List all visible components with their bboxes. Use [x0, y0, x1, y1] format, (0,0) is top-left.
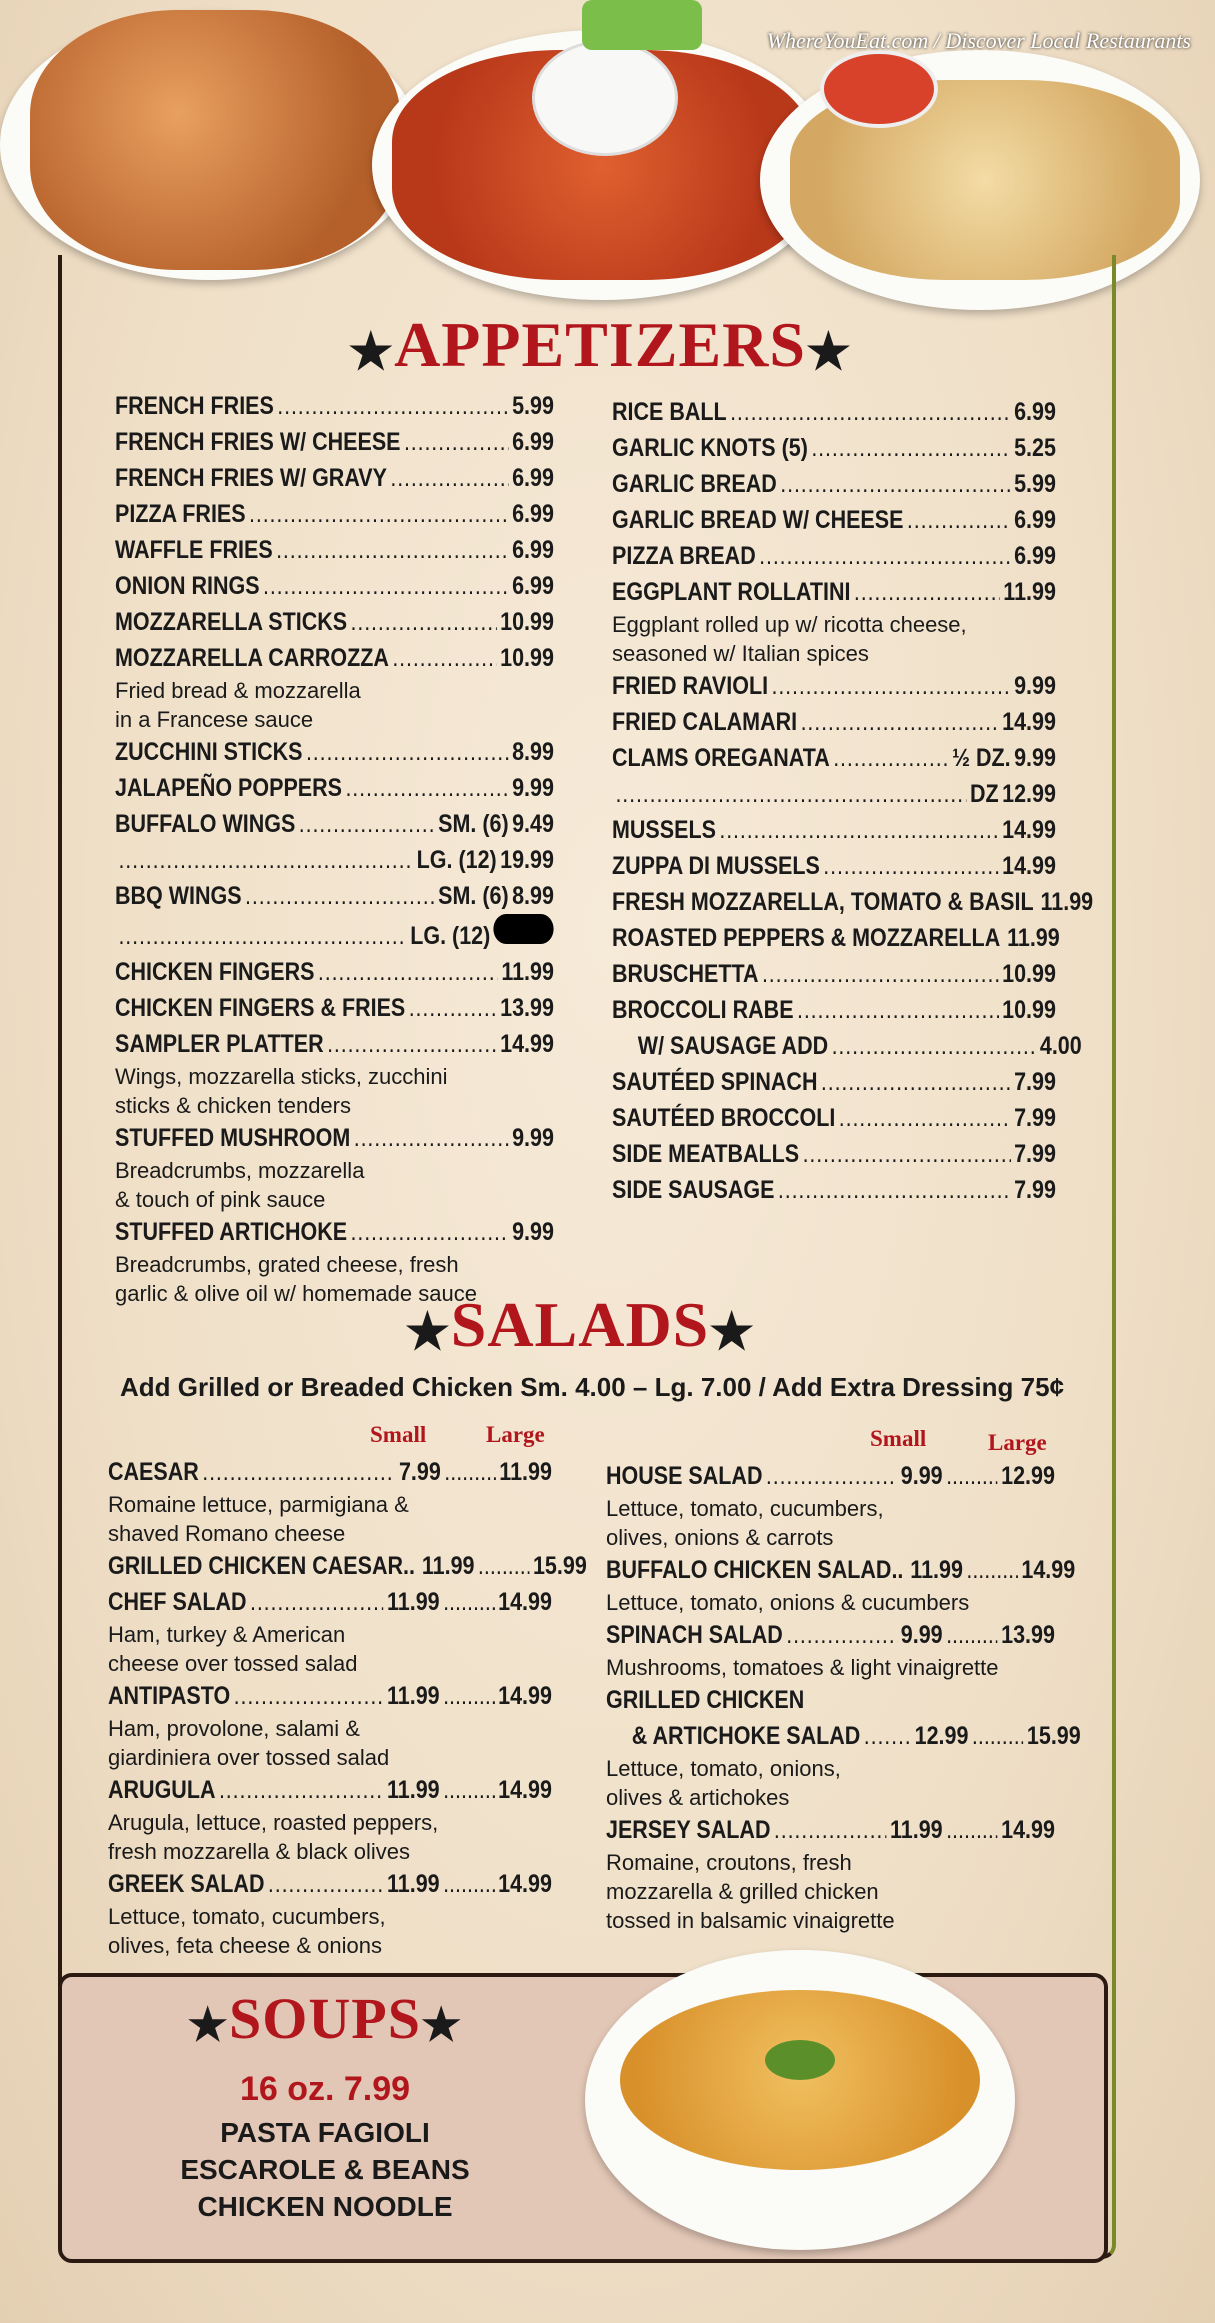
menu-item-size: SM. (6): [438, 882, 509, 910]
menu-item: [612, 466, 1056, 502]
fried-chicken-plate: [0, 10, 420, 280]
menu-item-name: FRIED RAVIOLI: [612, 672, 769, 700]
item-description: olives, onions & carrots: [606, 1525, 834, 1550]
dot-leader: [907, 502, 1011, 538]
salad-item-name: GREEK SALAD: [108, 1870, 265, 1898]
dot-leader: [839, 1100, 1011, 1136]
menu-item-name: ZUPPA DI MUSSELS: [612, 852, 820, 880]
menu-item-price: 11.99: [1003, 578, 1056, 606]
menu-item-name: CHICKEN FINGERS: [115, 958, 315, 986]
item-description: tossed in balsamic vinaigrette: [606, 1908, 895, 1933]
salad-item: [108, 1548, 587, 1584]
salad-large-price: 13.99: [1001, 1621, 1055, 1649]
menu-item-price: 6.99: [512, 572, 554, 600]
menu-item-name: PIZZA FRIES: [115, 500, 246, 528]
menu-item-price: 9.99: [512, 1218, 554, 1246]
menu-item: [612, 920, 1060, 956]
menu-item-name: GARLIC BREAD W/ CHEESE: [612, 506, 904, 534]
salad-small-price: 9.99: [900, 1621, 943, 1649]
item-description: olives, feta cheese & onions: [108, 1933, 382, 1958]
menu-item: [115, 842, 554, 878]
item-description: Mushrooms, tomatoes & light vinaigrette: [606, 1655, 999, 1680]
salad-large-price: 15.99: [532, 1552, 587, 1580]
menu-item-name: FRENCH FRIES W/ GRAVY: [115, 464, 387, 492]
menu-item-name: SIDE SAUSAGE: [612, 1176, 775, 1204]
menu-item: [115, 388, 554, 424]
appetizers-left-column: [115, 388, 555, 1308]
dot-leader: [719, 812, 998, 848]
menu-item-price: 7.99: [1014, 1104, 1056, 1132]
menu-item-name: FRIED CALAMARI: [612, 708, 798, 736]
dot-leader: [354, 1120, 509, 1156]
item-description: in a Francese sauce: [115, 707, 314, 732]
dot-leader: [234, 1678, 384, 1714]
dot-leader: [823, 848, 998, 884]
salad-item: [606, 1812, 1055, 1848]
star-icon: ★: [805, 324, 852, 380]
salad-left-large-header: Large: [486, 1422, 545, 1447]
menu-item: [115, 568, 554, 604]
item-description: olives & artichokes: [606, 1785, 790, 1810]
menu-item-price: 13.99: [500, 994, 554, 1022]
dot-leader: [318, 954, 498, 990]
menu-item-price: 7.99: [1014, 1140, 1056, 1168]
menu-item-name: SAUTÉED BROCCOLI: [612, 1104, 836, 1132]
menu-item: [115, 990, 554, 1026]
dot-leader: [443, 1584, 495, 1620]
star-icon: ★: [420, 2000, 463, 2051]
soup-item: ESCAROLE & BEANS: [180, 2154, 470, 2185]
menu-item: [612, 740, 1056, 776]
menu-item: [115, 878, 554, 914]
item-description: Arugula, lettuce, roasted peppers,: [108, 1810, 439, 1835]
salad-large-price: 14.99: [498, 1588, 552, 1616]
menu-item-price: 6.99: [1014, 542, 1056, 570]
salad-small-price: 11.99: [421, 1552, 475, 1580]
salad-large-price: 14.99: [1021, 1556, 1076, 1584]
menu-item-price: 14.99: [1002, 708, 1056, 736]
menu-item: [115, 424, 554, 460]
menu-item: [612, 1136, 1056, 1172]
salad-item-name: ARUGULA: [108, 1776, 216, 1804]
dot-leader: [443, 1772, 495, 1808]
salad-item-name: ANTIPASTO: [108, 1682, 231, 1710]
menu-item: [612, 574, 1056, 610]
salad-small-price: 11.99: [387, 1682, 440, 1710]
dot-leader: [276, 532, 509, 568]
salad-small-price: 9.99: [900, 1462, 943, 1490]
menu-item-name: CHICKEN FINGERS & FRIES: [115, 994, 406, 1022]
menu-item-price: 6.99: [1014, 398, 1056, 426]
menu-item-name: RICE BALL: [612, 398, 727, 426]
menu-item: [612, 992, 1056, 1028]
menu-item-size: SM. (6): [438, 810, 509, 838]
item-description: Breadcrumbs, mozzarella: [115, 1158, 365, 1183]
soup-image: [620, 1990, 980, 2170]
salad-item: [606, 1552, 1076, 1588]
soup-item: PASTA FAGIOLI: [220, 2117, 430, 2148]
dot-leader: [766, 1458, 897, 1494]
dot-leader: [832, 1028, 1037, 1064]
menu-item-name: MUSSELS: [612, 816, 716, 844]
dot-leader: [118, 842, 413, 878]
dot-leader: [202, 1454, 395, 1490]
salad-item-name: BUFFALO CHICKEN SALAD..: [606, 1556, 904, 1584]
item-description: mozzarella & grilled chicken: [606, 1879, 879, 1904]
menu-item: [612, 956, 1056, 992]
star-icon: ★: [348, 324, 395, 380]
menu-item: [612, 668, 1056, 704]
blue-cheese-cup: [532, 40, 678, 156]
menu-item-name: SAMPLER PLATTER: [115, 1030, 324, 1058]
star-icon: ★: [187, 2000, 230, 2051]
item-description: Lettuce, tomato, onions,: [606, 1756, 841, 1781]
dot-leader: [390, 460, 508, 496]
dot-leader: [351, 1214, 509, 1250]
menu-item-name: BROCCOLI RABE: [612, 996, 794, 1024]
salad-item-name: CHEF SALAD: [108, 1588, 247, 1616]
menu-item-name: STUFFED ARTICHOKE: [115, 1218, 348, 1246]
soups-title: ★SOUPS★: [187, 1986, 463, 2051]
fried-chicken-image: [30, 10, 400, 270]
salad-small-price: 12.99: [914, 1722, 969, 1750]
menu-item-price: 9.49: [512, 810, 554, 838]
salad-large-price: 14.99: [498, 1682, 552, 1710]
menu-item: [115, 806, 554, 842]
menu-item: [115, 770, 554, 806]
item-description: Ham, provolone, salami &: [108, 1716, 360, 1741]
menu-item: [612, 704, 1056, 740]
salad-large-price: 15.99: [1026, 1722, 1081, 1750]
dot-leader: [972, 1718, 1024, 1754]
salad-item-name: & ARTICHOKE SALAD: [631, 1722, 861, 1750]
item-description: Romaine, croutons, fresh: [606, 1850, 852, 1875]
menu-item-price: 6.99: [512, 536, 554, 564]
salad-item: [108, 1866, 552, 1902]
dot-leader: [219, 1772, 384, 1808]
menu-item-price: 10.99: [500, 644, 554, 672]
salad-item: [606, 1682, 1055, 1718]
salad-right-large-header: Large: [988, 1430, 1047, 1455]
menu-item-name: GARLIC BREAD: [612, 470, 777, 498]
salad-left-small-header: Small: [370, 1422, 427, 1447]
dot-leader: [250, 1584, 384, 1620]
dot-leader: [759, 538, 1010, 574]
dot-leader: [797, 992, 999, 1028]
salad-large-price: 14.99: [498, 1776, 552, 1804]
dot-leader: [299, 806, 435, 842]
dot-leader: [444, 1454, 496, 1490]
menu-item-price: 5.99: [1014, 470, 1056, 498]
watermark: WhereYouEat.com / Discover Local Restaurants: [766, 28, 1191, 53]
dot-leader: [780, 466, 1010, 502]
item-description: Lettuce, tomato, onions & cucumbers: [606, 1590, 970, 1615]
item-description: Lettuce, tomato, cucumbers,: [108, 1904, 386, 1929]
salad-item: [108, 1584, 552, 1620]
menu-item-price: 6.99: [512, 500, 554, 528]
salad-item: [108, 1454, 552, 1490]
dot-leader: [409, 990, 497, 1026]
menu-item-size: DZ: [970, 780, 999, 808]
menu-item-price: 7.99: [1014, 1176, 1056, 1204]
menu-item-name: ROASTED PEPPERS & MOZZARELLA: [612, 924, 1001, 952]
salad-item-name: GRILLED CHICKEN CAESAR..: [108, 1552, 415, 1580]
menu-item-price: 10.99: [1002, 960, 1056, 988]
menu-item-price: 11.99: [1007, 924, 1060, 952]
salad-item: [108, 1678, 552, 1714]
menu-item-price: 14.99: [1002, 852, 1056, 880]
menu-item: [115, 1214, 554, 1250]
dot-leader: [946, 1812, 998, 1848]
dot-leader: [268, 1866, 384, 1902]
menu-item-price: 6.99: [512, 428, 554, 456]
dot-leader: [801, 704, 999, 740]
appetizers-title: ★APPETIZERS★: [348, 309, 852, 380]
menu-item: [115, 954, 554, 990]
menu-item-price: 10.99: [1002, 996, 1056, 1024]
dot-leader: [277, 388, 508, 424]
menu-item: [115, 914, 554, 954]
menu-item-name: SIDE MEATBALLS: [612, 1140, 800, 1168]
soups-list: [150, 2114, 500, 2225]
menu-item-price: 9.99: [512, 1124, 554, 1152]
salad-item-name: GRILLED CHICKEN: [606, 1686, 805, 1714]
soups-price: 16 oz. 7.99: [239, 2070, 411, 2108]
item-description: cheese over tossed salad: [108, 1651, 358, 1676]
item-description: Breadcrumbs, grated cheese, fresh: [115, 1252, 459, 1277]
dot-leader: [811, 430, 1010, 466]
dot-leader: [443, 1678, 495, 1714]
menu-item-name: FRENCH FRIES: [115, 392, 274, 420]
item-description: fresh mozzarella & black olives: [108, 1839, 411, 1864]
menu-item: [612, 430, 1056, 466]
salad-item: [606, 1617, 1055, 1653]
dot-leader: [351, 604, 497, 640]
item-description: Fried bread & mozzarella: [115, 678, 361, 703]
dot-leader: [864, 1718, 911, 1754]
menu-item-name: BUFFALO WINGS: [115, 810, 296, 838]
menu-item-price: 7.99: [1014, 1068, 1056, 1096]
dot-leader: [730, 394, 1011, 430]
dot-leader: [118, 918, 406, 954]
dot-leader: [404, 424, 509, 460]
menu-item-name: CLAMS OREGANATA: [612, 744, 830, 772]
menu-item-price: 10.99: [500, 608, 554, 636]
item-description: Romaine lettuce, parmigiana &: [108, 1492, 409, 1517]
salad-item-name: SPINACH SALAD: [606, 1621, 783, 1649]
menu-item: [612, 538, 1056, 574]
menu-item: [115, 1120, 554, 1156]
dot-leader: [345, 770, 508, 806]
menu-item: [115, 496, 554, 532]
menu-item: [612, 812, 1056, 848]
item-description: Eggplant rolled up w/ ricotta cheese,: [612, 612, 967, 637]
menu-item: [612, 502, 1056, 538]
item-description: garlic & olive oil w/ homemade sauce: [115, 1281, 477, 1306]
dot-leader: [615, 776, 966, 812]
dot-leader: [249, 496, 509, 532]
menu-item-name: FRENCH FRIES W/ CHEESE: [115, 428, 401, 456]
menu-item: [612, 1172, 1056, 1208]
menu-item-price: 14.99: [500, 1030, 554, 1058]
dot-leader: [245, 878, 435, 914]
salads-left-column: [108, 1454, 587, 1960]
salad-right-small-header: Small: [870, 1426, 927, 1451]
salad-item: [606, 1718, 1081, 1754]
salad-item: [606, 1458, 1055, 1494]
menu-item-name: MOZZARELLA CARROZZA: [115, 644, 389, 672]
redacted-price: [494, 914, 554, 944]
menu-item: [612, 884, 1094, 920]
menu-item-price: 6.99: [512, 464, 554, 492]
item-description: sticks & chicken tenders: [115, 1093, 351, 1118]
salad-small-price: 11.99: [910, 1556, 963, 1584]
dot-leader: [327, 1026, 497, 1062]
dot-leader: [946, 1617, 998, 1653]
menu-item-size: ½ DZ.: [952, 744, 1011, 772]
star-icon: ★: [709, 1304, 756, 1360]
menu-item-name: WAFFLE FRIES: [115, 536, 273, 564]
salad-item-name: CAESAR: [108, 1458, 199, 1486]
salads-title: ★SALADS★: [404, 1289, 756, 1360]
item-description: & touch of pink sauce: [115, 1187, 326, 1212]
menu-item-price: 12.99: [1002, 780, 1056, 808]
menu-item-size: LG. (12): [410, 922, 491, 950]
salad-item-name: JERSEY SALAD: [606, 1816, 771, 1844]
menu-item-price: 11.99: [501, 958, 554, 986]
salad-small-price: 7.99: [398, 1458, 441, 1486]
menu-item-price: 11.99: [1040, 888, 1094, 916]
menu-item: [115, 1026, 554, 1062]
star-icon: ★: [404, 1304, 451, 1360]
salad-small-price: 11.99: [387, 1870, 440, 1898]
dot-leader: [762, 956, 999, 992]
celery-image: [582, 0, 702, 50]
menu-item-price: 19.99: [500, 846, 554, 874]
menu-item-name: PIZZA BREAD: [612, 542, 756, 570]
menu-item-price: 14.99: [1002, 816, 1056, 844]
salad-large-price: 12.99: [1001, 1462, 1055, 1490]
menu-item-name: GARLIC KNOTS (5): [612, 434, 808, 462]
dot-leader: [263, 568, 509, 604]
item-description: Wings, mozzarella sticks, zucchini: [115, 1064, 448, 1089]
basil-garnish-icon: [765, 2040, 835, 2080]
salad-small-price: 11.99: [890, 1816, 943, 1844]
dot-leader: [306, 734, 509, 770]
menu-item-price: 4.00: [1039, 1032, 1082, 1060]
menu-item-price: 6.99: [1014, 506, 1056, 534]
salad-small-price: 11.99: [387, 1588, 440, 1616]
menu-item: [612, 1028, 1082, 1064]
menu-item-name: SAUTÉED SPINACH: [612, 1068, 818, 1096]
dot-leader: [946, 1458, 998, 1494]
salad-small-price: 11.99: [387, 1776, 440, 1804]
menu-item-name: STUFFED MUSHROOM: [115, 1124, 351, 1152]
dot-leader: [392, 640, 496, 676]
menu-item: [612, 776, 1056, 812]
item-description: Lettuce, tomato, cucumbers,: [606, 1496, 884, 1521]
salad-item-name: HOUSE SALAD: [606, 1462, 763, 1490]
menu-item-price: 5.25: [1014, 434, 1056, 462]
item-description: seasoned w/ Italian spices: [612, 641, 869, 666]
menu-item-name: JALAPEÑO POPPERS: [115, 774, 342, 802]
dot-leader: [478, 1548, 530, 1584]
menu-item-name: BBQ WINGS: [115, 882, 242, 910]
menu-item: [612, 1064, 1056, 1100]
menu-item-name: W/ SAUSAGE ADD: [637, 1032, 829, 1060]
dot-leader: [786, 1617, 897, 1653]
item-description: giardiniera over tossed salad: [108, 1745, 390, 1770]
menu-item-name: MOZZARELLA STICKS: [115, 608, 348, 636]
menu-item: [115, 734, 554, 770]
dot-leader: [803, 1136, 1011, 1172]
menu-item-price: 9.99: [1014, 744, 1056, 772]
item-description: shaved Romano cheese: [108, 1521, 346, 1546]
marinara-cup: [820, 50, 938, 128]
salad-large-price: 14.99: [1001, 1816, 1055, 1844]
menu-item: [612, 1100, 1056, 1136]
item-description: Ham, turkey & American: [108, 1622, 346, 1647]
menu-item: [115, 604, 554, 640]
menu-item: [115, 460, 554, 496]
salad-large-price: 14.99: [498, 1870, 552, 1898]
salads-right-column: [606, 1458, 1081, 1935]
dot-leader: [443, 1866, 495, 1902]
menu-item: [612, 848, 1056, 884]
dot-leader: [966, 1552, 1018, 1588]
menu-item: [115, 640, 554, 676]
menu-item-name: FRESH MOZZARELLA, TOMATO & BASIL: [612, 888, 1034, 916]
menu-item-price: 8.99: [512, 738, 554, 766]
menu-item-price: 5.99: [512, 392, 554, 420]
dot-leader: [821, 1064, 1011, 1100]
salad-large-price: 11.99: [499, 1458, 552, 1486]
dot-leader: [854, 574, 1000, 610]
menu-item-name: ZUCCHINI STICKS: [115, 738, 303, 766]
menu-item-name: BRUSCHETTA: [612, 960, 759, 988]
dot-leader: [772, 668, 1011, 704]
dot-leader: [774, 1812, 887, 1848]
menu-item: [612, 394, 1056, 430]
dot-leader: [833, 740, 948, 776]
menu-item-price: 9.99: [512, 774, 554, 802]
soup-item: CHICKEN NOODLE: [197, 2191, 453, 2222]
menu-item-price: 8.99: [512, 882, 554, 910]
salads-add-note: Add Grilled or Breaded Chicken Sm. 4.00 – Lg. 7.00 / Add Extra Dressing 75¢: [120, 1372, 1065, 1402]
dot-leader: [778, 1172, 1011, 1208]
soup-bowl: [585, 1950, 1015, 2250]
salad-item: [108, 1772, 552, 1808]
menu-item-price: 9.99: [1014, 672, 1056, 700]
menu-item-name: ONION RINGS: [115, 572, 260, 600]
menu-item: [115, 532, 554, 568]
menu-item-name: EGGPLANT ROLLATINI: [612, 578, 851, 606]
menu-item-size: LG. (12): [416, 846, 497, 874]
appetizers-right-column: [612, 394, 1094, 1208]
